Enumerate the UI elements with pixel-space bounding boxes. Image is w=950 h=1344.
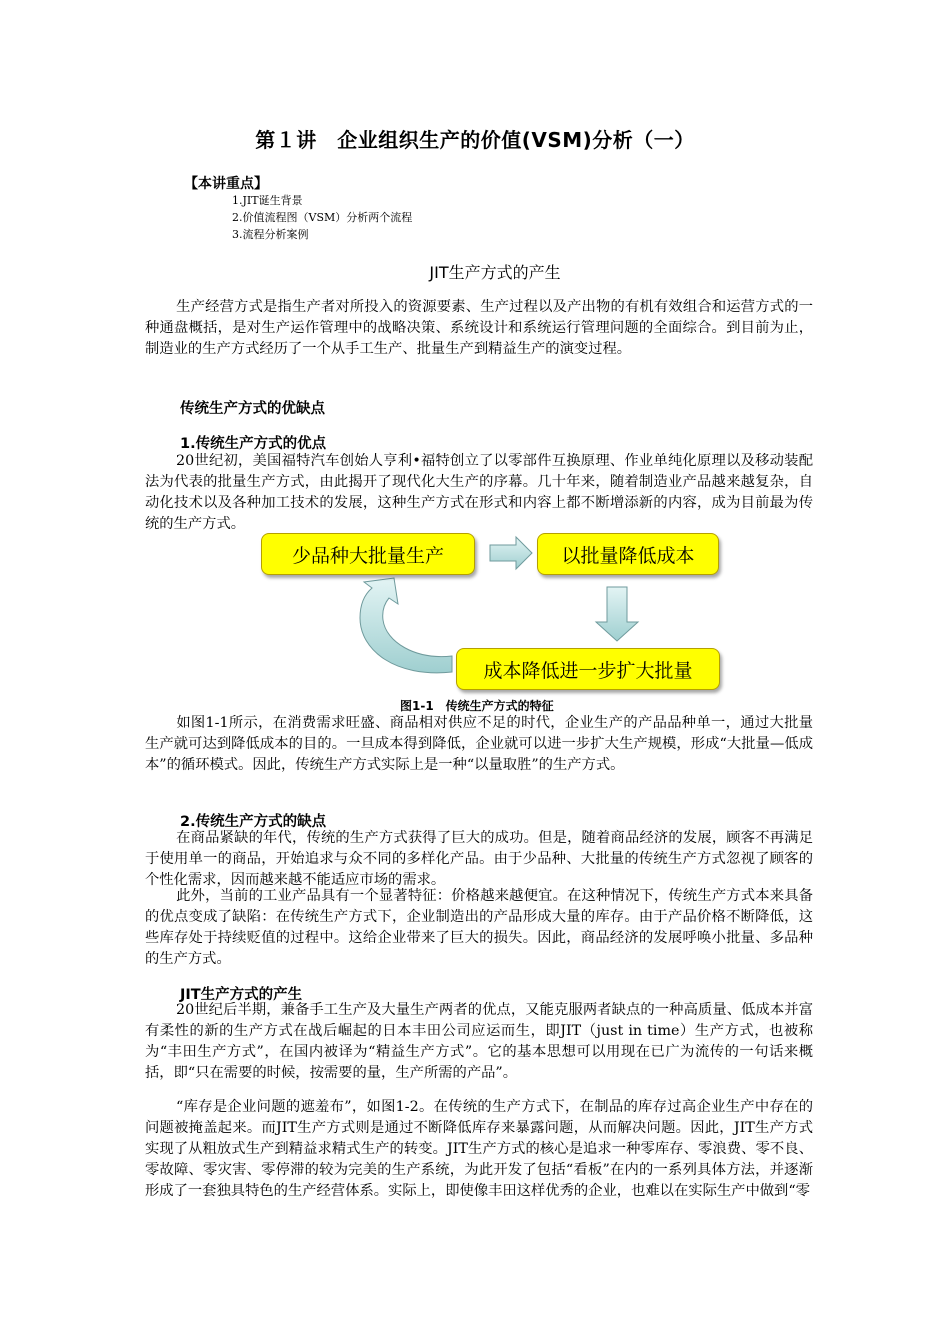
right-arrow-icon [490,537,532,569]
page-title: 第１讲 企业组织生产的价值(VSM)分析（一） [255,128,695,152]
key-points-heading: 【本讲重点】 [184,176,268,192]
jit-heading: JIT生产方式的产生 [180,987,303,1003]
jit-paragraph-2: “库存是企业问题的遮羞布”，如图1-2。在传统的生产方式下，在制品的库存过高企业生产中存在的问题被掩盖起来。而JIT生产方式则是通过不断降低库存来暴露问题，从而解决问题。因此，JIT生产方式实现了从粗放式生产到精益求精式生产的转变。JIT生产方式的核心是追求一种零库存、零浪费、零不良、零故障、零灾害、零停滞的较为完美的生产系统，为此开发了包括“看板”在内的一系列具体方法，并逐渐形成了一套独具特色的生产经营体系。实际上，即使像丰田这样优秀的企业，也难以在实际生产中做到“零 [145,1099,813,1199]
intro-paragraph: 生产经营方式是指生产者对所投入的资源要素、生产过程以及产出物的有机有效组合和运营方式的一种通盘概括，是对生产运作管理中的战略决策、系统设计和系统运行管理问题的全面综合。到目前为止，制造业的生产方式经历了一个从手工生产、批量生产到精益生产的演变过程。 [145,299,813,357]
disadvantages-heading: 2.传统生产方式的缺点 [180,814,327,830]
key-point-item: 3.流程分析案例 [232,228,309,241]
traditional-heading: 传统生产方式的优缺点 [180,401,325,417]
curved-return-arrow-icon [360,578,452,673]
figure-paragraph: 如图1-1所示，在消费需求旺盛、商品相对供应不足的时代，企业生产的产品品种单一，通过大批量生产就可达到降低成本的目的。一旦成本得到降低，企业就可以进一步扩大生产规模，形成“大批量—低成本”的循环模式。因此，传统生产方式实际上是一种“以量取胜”的生产方式。 [145,715,813,773]
figure-caption: 图1-1 传统生产方式的特征 [400,699,554,713]
key-point-item: 1.JIT诞生背景 [232,194,303,207]
disadvantages-paragraph-2: 此外，当前的工业产品具有一个显著特征：价格越来越便宜。在这种情况下，传统生产方式本来具备的优点变成了缺陷：在传统生产方式下，企业制造出的产品形成大量的库存。由于产品价格不断降低，这些库存处于持续贬值的过程中。这给企业带来了巨大的损失。因此，商品经济的发展呼唤小批量、多品种的生产方式。 [145,888,813,967]
disadvantages-paragraph-1: 在商品紧缺的年代，传统的生产方式获得了巨大的成功。但是，随着商品经济的发展，顾客不再满足于使用单一的商品，开始追求与众不同的多样化产品。由于少品种、大批量的传统生产方式忽视了顾客的个性化需求，因而越来越不能适应市场的需求。 [145,830,813,888]
key-point-item: 2.价值流程图（VSM）分析两个流程 [232,211,413,224]
advantages-paragraph: 20世纪初，美国福特汽车创始人亨利•福特创立了以零部件互换原理、作业单纯化原理以及移动装配法为代表的批量生产方式，由此揭开了现代化大生产的序幕。几十年来，随着制造业产品越来越复杂，自动化技术以及各种加工技术的发展，这种生产方式在形式和内容上都不断增添新的内容，成为目前最为传统的生产方式。 [145,453,813,532]
diagram-box-expand-batch: 成本降低进一步扩大批量 [456,648,720,690]
diagram-box-reduce-cost: 以批量降低成本 [537,533,719,575]
down-arrow-icon [596,587,638,641]
section-title: JIT生产方式的产生 [429,263,561,282]
jit-paragraph-1: 20世纪后半期，兼备手工生产及大量生产两者的优点，又能克服两者缺点的一种高质量、低成本并富有柔性的新的生产方式在战后崛起的日本丰田公司应运而生，即JIT（just in time）生产方式，也被称为“丰田生产方式”，在国内被译为“精益生产方式”。它的基本思想可以用现在已广为流传的一句话来概括，即“只在需要的时候，按需要的量，生产所需的产品”。 [145,1002,813,1081]
advantages-heading: 1.传统生产方式的优点 [180,436,327,452]
diagram-box-mass-production: 少品种大批量生产 [261,533,475,575]
